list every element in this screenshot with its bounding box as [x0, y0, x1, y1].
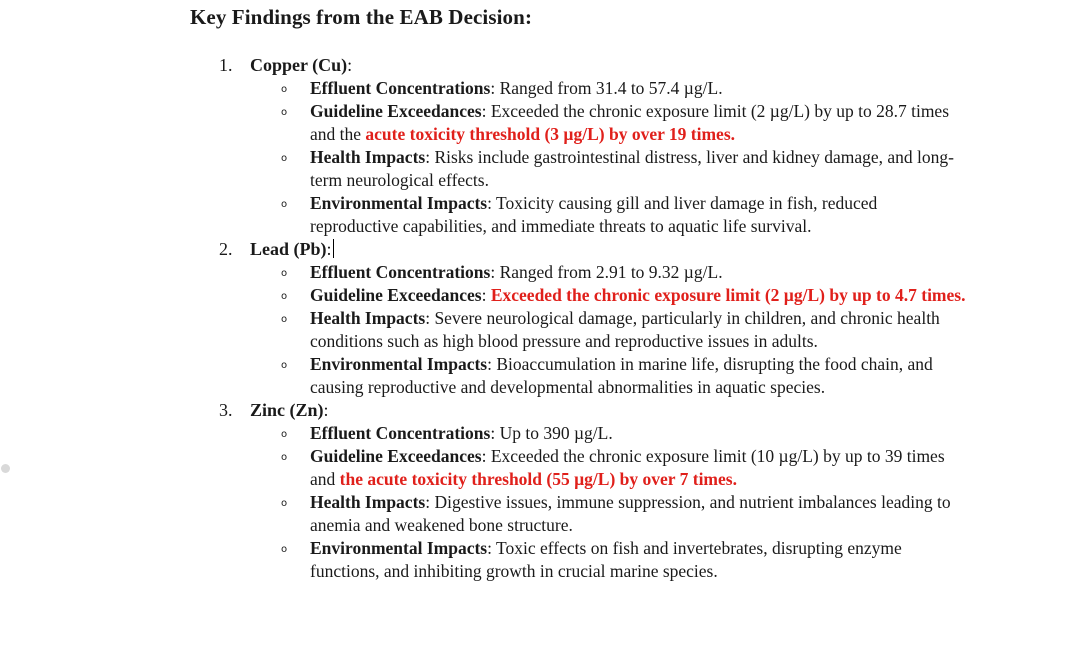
- finding-effluent-concentrations: o Effluent Concentrations: Ranged from 31.4 to 57.4 µg/L.: [0, 77, 970, 100]
- finding-text: Toxic effects on fish and invertebrates, disrupting enzyme functions, and inhibiting growth in crucial marine species.: [310, 538, 902, 581]
- finding-health-impacts: o Health Impacts: Digestive issues, immune suppression, and nutrient imbalances leading to anemia and weakened bone structure.: [281, 492, 951, 535]
- finding-highlight: Exceeded the chronic exposure limit (2 µg/L) by up to 4.7 times.: [490, 285, 966, 305]
- bullet-icon: o: [281, 498, 288, 509]
- metal-name: Zinc (Zn): [250, 400, 324, 420]
- finding-text: Up to 390 µg/L.: [495, 423, 613, 443]
- bullet-icon: o: [281, 84, 288, 95]
- finding-label: Health Impacts: [310, 308, 426, 328]
- finding-label: Environmental Impacts: [310, 538, 488, 558]
- bullet-icon: o: [281, 153, 288, 164]
- bullet-icon: o: [281, 314, 288, 325]
- metal-title: [250, 399, 329, 422]
- finding-effluent-concentrations: o Effluent Concentrations: Up to 390 µg/L.: [0, 422, 970, 445]
- metal-copper: [0, 54, 1072, 238]
- bullet-icon: o: [281, 199, 288, 210]
- finding-label: Effluent Concentrations: [310, 262, 491, 282]
- finding-label: Environmental Impacts: [310, 354, 488, 374]
- metal-lead: [0, 238, 1072, 399]
- finding-environmental-impacts: o Environmental Impacts: Toxicity causing gill and liver damage in fish, reduced reproductive capabilities, and immediate threats to aquatic life survival.: [281, 193, 878, 236]
- finding-health-impacts: o Health Impacts: Severe neurological damage, particularly in children, and chronic health conditions such as high blood pressure and reproductive issues in adults.: [281, 308, 940, 351]
- finding-text: Bioaccumulation in marine life, disrupting the food chain, and causing reproductive and developmental abnormalities in aquatic species.: [310, 354, 933, 397]
- bullet-icon: o: [281, 107, 288, 118]
- finding-text: Exceeded the chronic exposure limit (2 µg/L) by up to 28.7 times and the: [310, 101, 950, 144]
- metal-colon: :: [347, 55, 353, 75]
- metal-name: Copper (Cu): [250, 55, 348, 75]
- metal-colon: :: [323, 400, 329, 420]
- finding-label: Guideline Exceedances: [310, 446, 482, 466]
- finding-guideline-exceedances: o Guideline Exceedances: Exceeded the chronic exposure limit (2 µg/L) by up to 4.7 times.: [0, 284, 970, 307]
- list-number: 2.: [219, 239, 233, 259]
- finding-highlight: the acute toxicity threshold (55 µg/L) by over 7 times.: [339, 469, 737, 489]
- list-number: 3.: [219, 400, 233, 420]
- bullet-icon: o: [281, 360, 288, 371]
- finding-label: Environmental Impacts: [310, 193, 488, 213]
- metal-colon: :: [326, 239, 332, 259]
- bullet-icon: o: [281, 268, 288, 279]
- document-heading: Key Findings from the EAB Decision:: [190, 5, 533, 29]
- metal-heading: [0, 399, 1072, 422]
- finding-environmental-impacts: o Environmental Impacts: Bioaccumulation in marine life, disrupting the food chain, and causing reproductive and developmental abnormalities in aquatic species.: [281, 354, 933, 397]
- list-number: 1.: [219, 55, 233, 75]
- finding-text: Severe neurological damage, particularly in children, and chronic health conditions such as high blood pressure and reproductive issues in adults.: [310, 308, 940, 351]
- bullet-icon: o: [281, 452, 288, 463]
- finding-label: Effluent Concentrations: [310, 423, 491, 443]
- finding-text: Risks include gastrointestinal distress, liver and kidney damage, and long-term neurological effects.: [310, 147, 955, 190]
- finding-text: Toxicity causing gill and liver damage in fish, reduced reproductive capabilities, and immediate threats to aquatic life survival.: [310, 193, 878, 236]
- metal-title: [250, 238, 334, 261]
- metal-name: Lead (Pb): [250, 239, 327, 259]
- finding-text: Ranged from 31.4 to 57.4 µg/L.: [495, 78, 723, 98]
- bullet-icon: o: [281, 429, 288, 440]
- finding-environmental-impacts: o Environmental Impacts: Toxic effects on fish and invertebrates, disrupting enzyme functions, and inhibiting growth in crucial marine species.: [281, 538, 902, 581]
- text-cursor: [333, 239, 334, 258]
- finding-text: Ranged from 2.91 to 9.32 µg/L.: [495, 262, 723, 282]
- findings-list: [0, 54, 1072, 583]
- finding-highlight: acute toxicity threshold (3 µg/L) by over 19 times.: [365, 124, 736, 144]
- finding-guideline-exceedances: o Guideline Exceedances: Exceeded the chronic exposure limit (2 µg/L) by up to 28.7 times and the acute toxicity threshold (3 µg/L) by over 19 times.: [281, 101, 950, 144]
- finding-label: Effluent Concentrations: [310, 78, 491, 98]
- metal-title: [250, 54, 352, 77]
- finding-text: Digestive issues, immune suppression, and nutrient imbalances leading to anemia and weakened bone structure.: [310, 492, 951, 535]
- bullet-icon: o: [281, 544, 288, 555]
- finding-label: Health Impacts: [310, 492, 426, 512]
- finding-health-impacts: o Health Impacts: Risks include gastrointestinal distress, liver and kidney damage, and long-term neurological effects.: [281, 147, 955, 190]
- finding-label: Health Impacts: [310, 147, 426, 167]
- metal-heading: [0, 238, 1072, 261]
- finding-label: Guideline Exceedances: [310, 285, 482, 305]
- metal-zinc: [0, 399, 1072, 583]
- finding-guideline-exceedances: o Guideline Exceedances: Exceeded the chronic exposure limit (10 µg/L) by up to 39 times and the acute toxicity threshold (55 µg/L) by over 7 times.: [281, 446, 945, 489]
- metal-heading: [0, 54, 1072, 77]
- finding-label: Guideline Exceedances: [310, 101, 482, 121]
- finding-effluent-concentrations: o Effluent Concentrations: Ranged from 2.91 to 9.32 µg/L.: [0, 261, 970, 284]
- finding-text: Exceeded the chronic exposure limit (10 µg/L) by up to 39 times and: [310, 446, 945, 489]
- bullet-icon: o: [281, 291, 288, 302]
